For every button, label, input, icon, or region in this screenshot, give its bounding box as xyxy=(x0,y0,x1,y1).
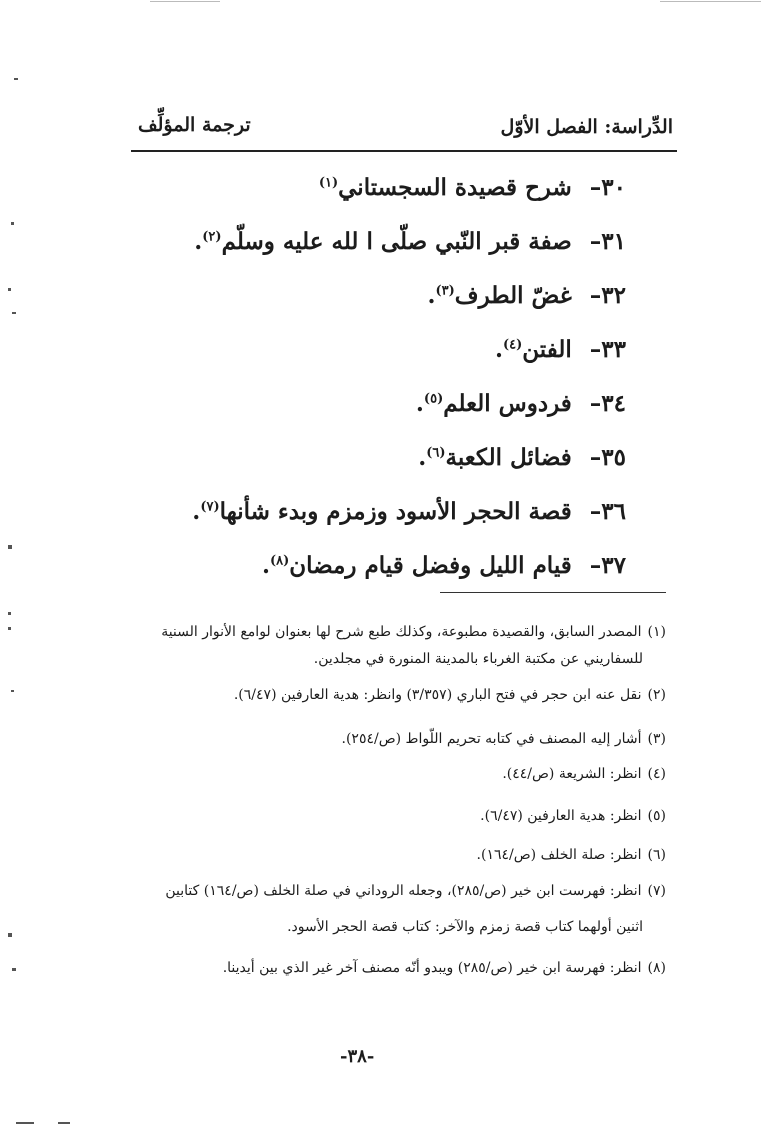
running-header-section: الدِّراسة: الفصل الأوّل xyxy=(500,116,673,138)
footnote xyxy=(223,958,666,978)
work-item: ٣١– صفة قبر النّبي صلّى ا لله عليه وسلّم$^{(٢)}$. xyxy=(192,222,626,276)
footnote-ref: (٨) xyxy=(269,553,290,569)
footnote xyxy=(477,845,666,865)
footnote-number: (٢) xyxy=(647,687,666,703)
footnote-continuation: اثنين أولهما كتاب قصة زمزم والآخر: كتاب قصة الحجر الأسود. xyxy=(287,919,643,935)
scan-mark xyxy=(12,968,16,971)
footnote-ref: (٧) xyxy=(200,499,220,515)
footnote-text: انظر: هدية العارفين (٦/٤٧). xyxy=(480,808,642,824)
work-title: فضائل الكعبة xyxy=(445,444,572,471)
work-title: قصة الحجر الأسود وزمزم وبدء شأنها xyxy=(219,498,572,525)
footnote-number: (٤) xyxy=(647,766,666,782)
footnote-text: المصدر السابق، والقصيدة مطبوعة، وكذلك طبع شرح لها بعنوان لوامع الأنوار السنية xyxy=(161,624,642,640)
scan-mark xyxy=(8,545,12,549)
work-number: ٣٤– xyxy=(589,390,626,417)
footnote-text: نقل عنه ابن حجر في فتح الباري (٣/٣٥٧) وانظر: هدية العارفين (٦/٤٧). xyxy=(233,687,642,703)
footnote-text: انظر: فهرسة ابن خير (ص/٢٨٥) ويبدو أنّه مصنف آخر غير الذي بين أيدينا. xyxy=(222,960,642,976)
work-number: ٣٠– xyxy=(589,174,626,201)
footnote xyxy=(480,806,666,826)
footnote-text: انظر: صلة الخلف (ص/١٦٤). xyxy=(476,847,642,863)
work-item: ٣٥– فضائل الكعبة$^{(٦)}$. xyxy=(192,438,626,492)
footnote xyxy=(234,685,666,705)
work-number: ٣١– xyxy=(589,228,626,255)
footnote-ref: (٤) xyxy=(502,337,523,353)
scan-mark xyxy=(11,222,14,225)
footnote-continuation: للسفاريني عن مكتبة الغرباء بالمدينة المنورة في مجلدين. xyxy=(313,651,643,667)
work-title: شرح قصيدة السجستاني xyxy=(338,174,572,201)
scan-mark xyxy=(8,627,11,630)
footnote-text: انظر: الشريعة (ص/٤٤). xyxy=(502,766,642,782)
work-number: ٣٧– xyxy=(589,552,626,579)
scan-edge-line xyxy=(660,1,761,2)
footnote xyxy=(342,729,667,749)
work-item xyxy=(192,168,626,222)
work-number: ٣٦– xyxy=(589,498,626,525)
header-rule xyxy=(131,150,677,152)
scan-mark xyxy=(14,78,18,80)
scan-mark xyxy=(12,312,16,314)
footnote xyxy=(502,764,666,784)
work-item: ٣٦– قصة الحجر الأسود وزمزم وبدء شأنها$^{(٧)}$. xyxy=(192,492,626,546)
footnote-ref: (١) xyxy=(318,175,339,191)
footnote xyxy=(161,622,666,642)
footnote-ref: (٢) xyxy=(202,229,222,245)
scan-mark xyxy=(8,288,11,291)
work-number: ٣٣– xyxy=(589,336,626,363)
work-item: ٣٢– غضّ الطرف$^{(٣)}$. xyxy=(192,276,626,330)
work-title: صفة قبر النّبي صلّى ا لله عليه وسلّم xyxy=(221,228,572,255)
footnote-text: أشار إليه المصنف في كتابه تحريم اللّواط (ص/٢٥٤). xyxy=(341,731,642,747)
footnote xyxy=(165,881,666,901)
work-number: ٣٥– xyxy=(589,444,626,471)
footnote-ref: (٥) xyxy=(423,391,444,407)
work-number: ٣٢– xyxy=(589,282,626,309)
works-list xyxy=(192,168,626,600)
footnote-number: (٦) xyxy=(647,847,666,863)
footnote-ref: (٦) xyxy=(426,445,446,461)
work-title: غضّ الطرف xyxy=(454,282,572,309)
scan-mark xyxy=(8,933,12,937)
work-title: الفتن xyxy=(522,336,572,363)
page-number: -٣٨- xyxy=(340,1046,375,1067)
footnote-number: (٧) xyxy=(647,883,666,899)
work-title: قيام الليل وفضل قيام رمضان xyxy=(289,552,572,579)
work-title: فردوس العلم xyxy=(443,390,572,417)
footnote-number: (٨) xyxy=(647,960,666,976)
footnote-number: (٥) xyxy=(647,808,666,824)
footnote-number: (١) xyxy=(647,624,666,640)
footnote-rule xyxy=(440,592,666,593)
footnote-ref: (٣) xyxy=(435,283,455,299)
scan-mark xyxy=(11,690,14,692)
work-item: ٣٧– قيام الليل وفضل قيام رمضان$^{(٨)}$. xyxy=(192,546,626,600)
work-item: ٣٤– فردوس العلم$^{(٥)}$. xyxy=(192,384,626,438)
running-header-chapter: ترجمة المؤلِّف xyxy=(138,114,251,136)
scan-edge-line xyxy=(150,1,220,2)
scan-mark xyxy=(8,612,11,615)
footnote-number: (٣) xyxy=(647,731,666,747)
work-item: ٣٣– الفتن$^{(٤)}$. xyxy=(192,330,626,384)
footnote-text: انظر: فهرست ابن خير (ص/٢٨٥)، وجعله الروداني في صلة الخلف (ص/١٦٤) كتابين xyxy=(165,883,642,899)
